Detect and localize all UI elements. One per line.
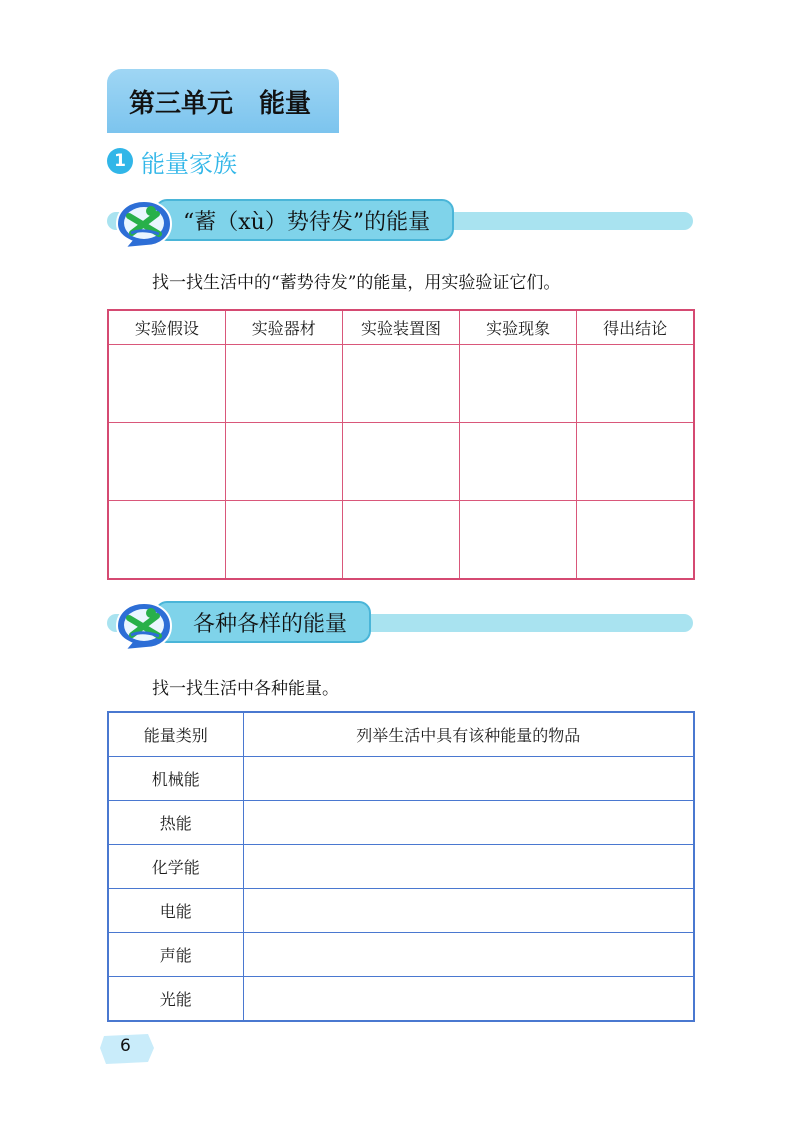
answer-cell[interactable]	[225, 501, 342, 580]
table-header-cell: 实验器材	[225, 310, 342, 345]
answer-cell[interactable]	[342, 423, 459, 501]
section-header-2	[107, 598, 695, 654]
energy-table	[107, 711, 695, 1022]
section-header-1	[107, 196, 695, 252]
answer-cell[interactable]	[225, 345, 342, 423]
answer-cell[interactable]	[577, 345, 694, 423]
answer-cell[interactable]	[243, 801, 694, 845]
answer-cell[interactable]	[460, 501, 577, 580]
table-row	[108, 845, 694, 889]
answer-cell[interactable]	[108, 501, 225, 580]
table-header-cell: 得出结论	[577, 310, 694, 345]
answer-cell[interactable]	[577, 423, 694, 501]
answer-cell[interactable]	[243, 757, 694, 801]
table-header-cell: 能量类别	[108, 712, 243, 757]
table-header-cell: 实验装置图	[342, 310, 459, 345]
answer-cell[interactable]	[225, 423, 342, 501]
section-title-pill	[155, 199, 454, 241]
answer-cell[interactable]	[243, 977, 694, 1022]
table-header-cell: 实验假设	[108, 310, 225, 345]
page-number-text: 6	[120, 1036, 131, 1056]
table-row	[108, 933, 694, 977]
section-title: 各种各样的能量	[193, 611, 348, 637]
energy-type-label: 热能	[108, 801, 243, 845]
answer-cell[interactable]	[108, 345, 225, 423]
table-header-cell: 实验现象	[460, 310, 577, 345]
answer-cell[interactable]	[342, 345, 459, 423]
energy-type-label: 声能	[108, 933, 243, 977]
table-row	[108, 889, 694, 933]
section1-instruction: 找一找生活中的“蓄势待发”的能量，用实验验证它们。	[152, 273, 561, 293]
answer-cell[interactable]	[243, 889, 694, 933]
unit-title: 第三单元 能量	[107, 69, 339, 133]
answer-cell[interactable]	[460, 345, 577, 423]
science-mascot-icon	[115, 600, 173, 652]
answer-cell[interactable]	[108, 423, 225, 501]
table-row	[108, 501, 694, 580]
energy-type-label: 化学能	[108, 845, 243, 889]
lesson-number-badge: 1	[107, 148, 133, 174]
energy-type-label: 光能	[108, 977, 243, 1022]
lesson-heading	[107, 146, 237, 176]
lesson-title: 能量家族	[141, 149, 237, 178]
section-title-pill	[155, 601, 371, 643]
answer-cell[interactable]	[243, 845, 694, 889]
experiment-table	[107, 309, 695, 580]
page-number	[98, 1030, 156, 1066]
table-row	[108, 757, 694, 801]
answer-cell[interactable]	[577, 501, 694, 580]
section-title: “蓄（xù）势待发”的能量	[183, 209, 431, 235]
science-mascot-icon	[115, 198, 173, 250]
answer-cell[interactable]	[243, 933, 694, 977]
answer-cell[interactable]	[460, 423, 577, 501]
table-row	[108, 977, 694, 1022]
section2-instruction: 找一找生活中各种能量。	[152, 679, 339, 699]
table-header-row	[108, 310, 694, 345]
table-header-cell: 列举生活中具有该种能量的物品	[243, 712, 694, 757]
energy-type-label: 机械能	[108, 757, 243, 801]
table-row	[108, 423, 694, 501]
answer-cell[interactable]	[342, 501, 459, 580]
table-header-row	[108, 712, 694, 757]
table-row	[108, 345, 694, 423]
energy-type-label: 电能	[108, 889, 243, 933]
table-row	[108, 801, 694, 845]
